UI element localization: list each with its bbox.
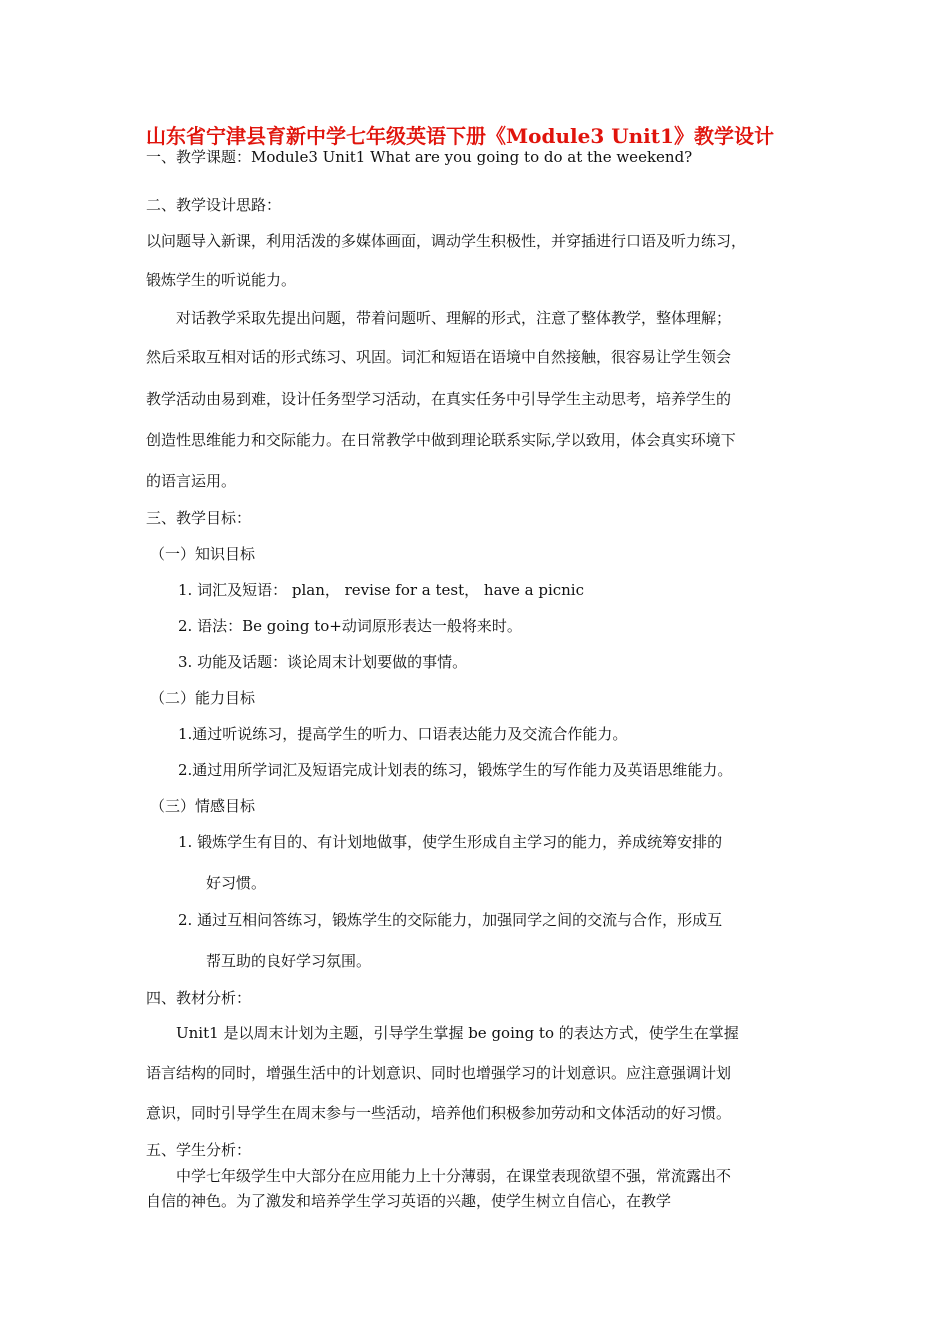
knowledge-objectives-heading: （一）知识目标 xyxy=(150,545,256,563)
material-analysis-heading: 四、教材分析： xyxy=(146,989,252,1007)
paragraph-line: 教学活动由易到难，设计任务型学习活动，在真实任务中引导学生主动思考，培养学生的 xyxy=(146,390,732,408)
paragraph-line: 中学七年级学生中大部分在应用能力上十分薄弱，在课堂表现欲望不强，常流露出不 xyxy=(176,1167,732,1185)
paragraph-line: 自信的神色。为了激发和培养学生学习英语的兴趣，使学生树立自信心，在教学 xyxy=(146,1192,672,1210)
paragraph-line: 以问题导入新课，利用活泼的多媒体画面，调动学生积极性，并穿插进行口语及听力练习， xyxy=(146,232,747,250)
design-idea-heading: 二、教学设计思路： xyxy=(146,196,282,214)
paragraph-line: 然后采取互相对话的形式练习、巩固。词汇和短语在语境中自然接触，很容易让学生领会 xyxy=(146,348,732,366)
paragraph-line: 的语言运用。 xyxy=(146,472,237,490)
list-item: 2.通过用所学词汇及短语完成计划表的练习，锻炼学生的写作能力及英语思维能力。 xyxy=(178,761,733,779)
paragraph-line: 意识，同时引导学生在周末参与一些活动，培养他们积极参加劳动和文体活动的好习惯。 xyxy=(146,1104,732,1122)
ability-objectives-heading: （二）能力目标 xyxy=(150,689,256,707)
document-title: 山东省宁津县育新中学七年级英语下册《Module3 Unit1》教学设计 xyxy=(146,124,774,148)
paragraph-line: Unit1 是以周末计划为主题，引导学生掌握 be going to 的表达方式，使学生在掌握 xyxy=(176,1024,739,1042)
paragraph-line: 创造性思维能力和交际能力。在日常教学中做到理论联系实际,学以致用，体会真实环境下 xyxy=(146,431,736,449)
list-item: 1. 锻炼学生有目的、有计划地做事，使学生形成自主学习的能力，养成统筹安排的 xyxy=(178,833,723,851)
list-item: 3. 功能及话题：谈论周末计划要做的事情。 xyxy=(178,653,468,671)
list-item: 2. 通过互相问答练习，锻炼学生的交际能力，加强同学之间的交流与合作，形成互 xyxy=(178,911,723,929)
lesson-topic: 一、教学课题：Module3 Unit1 What are you going to do at the weekend? xyxy=(146,148,693,166)
paragraph-line: 对话教学采取先提出问题，带着问题听、理解的形式，注意了整体教学，整体理解； xyxy=(176,309,732,327)
paragraph-line: 锻炼学生的听说能力。 xyxy=(146,271,297,289)
list-item: 2. 语法：Be going to+动词原形表达一般将来时。 xyxy=(178,617,522,635)
list-item: 1. 词汇及短语： plan， revise for a test， have a picnic xyxy=(178,581,585,599)
list-item-continuation: 好习惯。 xyxy=(206,874,267,892)
list-item-continuation: 帮互助的良好学习氛围。 xyxy=(206,952,372,970)
emotion-objectives-heading: （三）情感目标 xyxy=(150,797,256,815)
paragraph-line: 语言结构的同时，增强生活中的计划意识、同时也增强学习的计划意识。应注意强调计划 xyxy=(146,1064,732,1082)
student-analysis-heading: 五、学生分析： xyxy=(146,1141,252,1159)
objectives-heading: 三、教学目标： xyxy=(146,509,252,527)
list-item: 1.通过听说练习，提高学生的听力、口语表达能力及交流合作能力。 xyxy=(178,725,628,743)
